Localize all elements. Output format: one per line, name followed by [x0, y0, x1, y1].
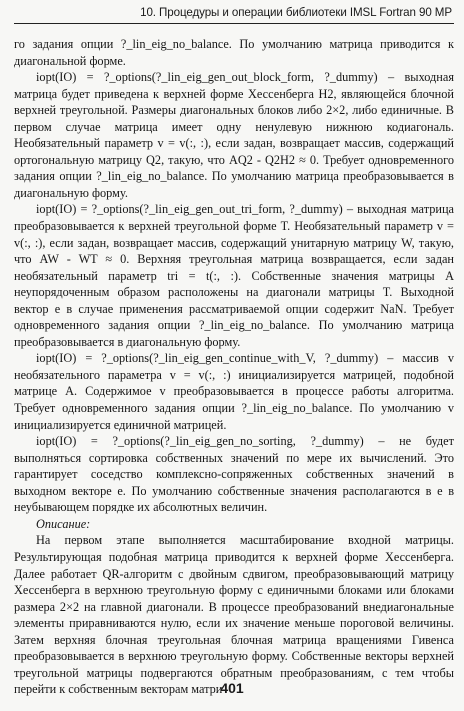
paragraph-description: На первом этапе выполняется масштабирование входной матрицы. Результирующая подобная матрица приводится к верхней форме Хессенберга. Далее работает QR-алгоритм с двойным сдвигом, преобразовывающий матрицу Хессенберга в верхнюю треугольную форму с единичными блоками или блоками размера 2×2 на главной диагонали. В процессе преобразований внедиагональные элементы приравниваются нулю, если их значение меньше пороговой величины. Затем верхняя блочная треугольная блочная матрица вращениями Гивенса преобразовывается в верхнюю треугольную форму. Собственные векторы верхней треугольной матрицы подвергаются обратным преобразованиям, с тем чтобы перейти к собственным векторам матри- [14, 533, 454, 697]
paragraph-option-out-block-form: iopt(IO) = ?_options(?_lin_eig_gen_out_block_form, ?_dummy) – выходная матрица будет приведена к верхней форме Хессенберга H2, являющейся блочной верхней треугольной. Размеры диагональных блоков либо 2×2, либо единичные. В первом случае матрица имеет одну ненулевую нижнюю кодиагональ. Необязательный параметр v = v(:, :), если задан, возвращает массив, содержащий ортогональную матрицу Q2, такую, что AQ2 - Q2H2 ≈ 0. Требует одновременного задания опции ?_lin_eig_no_balance. По умолчанию матрица преобразовывается в диагональную форму. [14, 70, 454, 200]
paragraph-continuation: го задания опции ?_lin_eig_no_balance. По умолчанию матрица приводится к диагональной форме. [14, 37, 454, 68]
header-title: 10. Процедуры и операции библиотеки IMSL Fortran 90 MP [140, 6, 452, 19]
paragraph-option-no-sorting: iopt(IO) = ?_options(?_lin_eig_gen_no_sorting, ?_dummy) – не будет выполняться сортировка собственных значений по мере их вычислений. Это гарантирует соседство комплексно-сопряженных собственных значений в выходном векторе e. По умолчанию собственные значения располагаются в e в неубывающем порядке их абсолютных величин. [14, 434, 454, 515]
running-header [14, 5, 454, 24]
page-body [14, 36, 454, 698]
page-number: 401 [220, 680, 244, 696]
paragraph-option-continue-with-v: iopt(IO) = ?_options(?_lin_eig_gen_continue_with_V, ?_dummy) – массив v необязательного параметра v = v(:, :) инициализируется матрицей, подобной матрице A. Содержимое v преобразовывается в процессе работы алгоритма. Требует одновременного задания опции ?_lin_eig_no_balance. По умолчанию v инициализируется единичной матрицей. [14, 351, 454, 432]
paragraph-option-out-tri-form: iopt(IO) = ?_options(?_lin_eig_gen_out_tri_form, ?_dummy) – выходная матрица преобразовывается к верхней треугольной форме T. Необязательный параметр v = v(:, :), если задан, возвращает массив, содержащий унитарную матрицу W, такую, что AW - WT ≈ 0. Верхняя треугольная матрица возвращается, если задан необязательный параметр tri = t(:, :). Собственные значения матрицы A неупорядоченным образом расположены на диагонали матрицы T. Выходной вектор e в случае применения рассматриваемой опции содержит NaN. Требует одновременного задания опции ?_lin_eig_no_balance. По умолчанию матрица преобразовывается в диагональную форму. [14, 202, 454, 349]
section-heading-description: Описание: [36, 516, 91, 531]
